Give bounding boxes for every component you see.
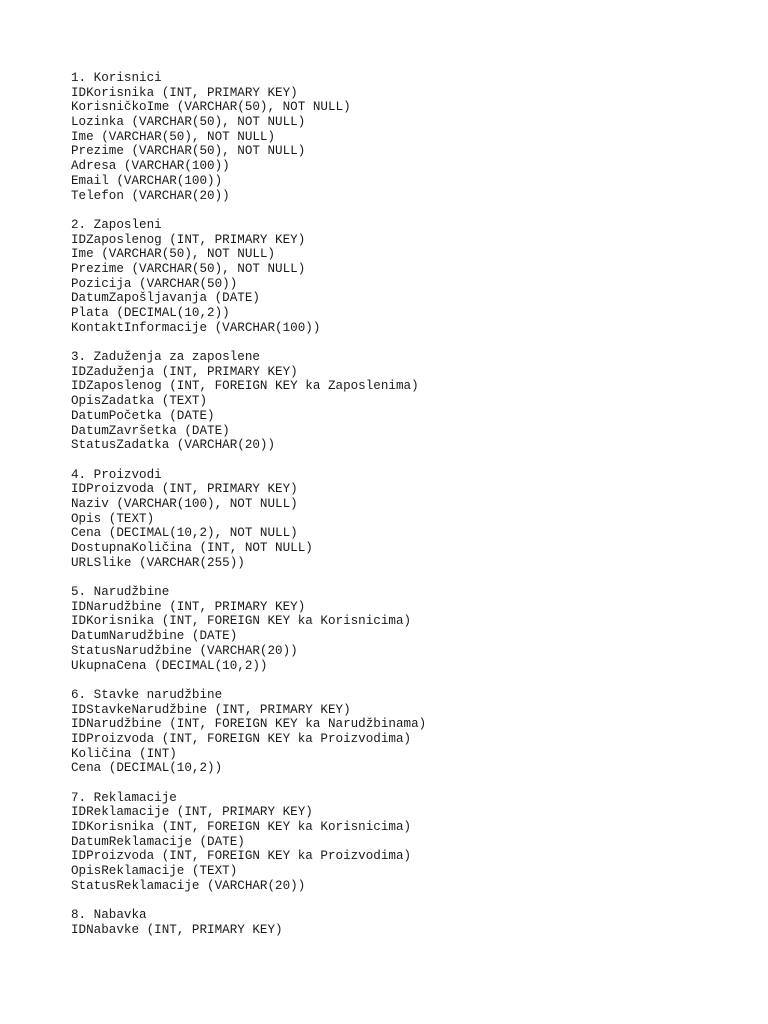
field-line: DatumZapošljavanja (DATE) [71, 291, 260, 306]
field-line: StatusNarudžbine (VARCHAR(20)) [71, 643, 298, 658]
table-section [71, 71, 751, 203]
table-section [71, 468, 751, 571]
field-line: DatumPočetka (DATE) [71, 408, 215, 423]
field-line: IDProizvoda (INT, FOREIGN KEY ka Proizvodima) [71, 731, 412, 746]
section-heading: 8. Nabavka [71, 908, 147, 923]
field-line: Lozinka (VARCHAR(50), NOT NULL) [71, 115, 306, 130]
field-line: Plata (DECIMAL(10,2)) [71, 306, 230, 320]
field-line: KontaktInformacije (VARCHAR(100)) [71, 320, 321, 335]
field-line: IDNarudžbine (INT, FOREIGN KEY ka Narudžbinama) [71, 717, 427, 732]
field-line: IDNabavke (INT, PRIMARY KEY) [71, 922, 283, 937]
field-line: Prezime (VARCHAR(50), NOT NULL) [71, 261, 306, 276]
field-line: Opis (TEXT) [71, 511, 155, 526]
section-heading: 7. Reklamacije [71, 790, 177, 805]
section-heading: 4. Proizvodi [71, 467, 162, 482]
section-heading: 3. Zaduženja za zaposlene [71, 350, 260, 365]
field-line: Adresa (VARCHAR(100)) [71, 159, 230, 174]
field-line: IDStavkeNarudžbine (INT, PRIMARY KEY) [71, 702, 351, 717]
field-line: URLSlike (VARCHAR(255)) [71, 555, 245, 570]
table-section [71, 585, 751, 673]
field-line: DatumZavršetka (DATE) [71, 423, 230, 438]
section-heading: 6. Stavke narudžbine [71, 687, 223, 702]
field-line: IDKorisnika (INT, FOREIGN KEY ka Korisnicima) [71, 820, 412, 835]
field-line: IDZaposlenog (INT, PRIMARY KEY) [71, 232, 306, 247]
field-line: DatumNarudžbine (DATE) [71, 629, 238, 644]
section-heading: 5. Narudžbine [71, 585, 170, 600]
table-section [71, 218, 751, 336]
field-line: DatumReklamacije (DATE) [71, 834, 245, 849]
field-line: Količina (INT) [71, 746, 177, 761]
field-line: IDProizvoda (INT, PRIMARY KEY) [71, 482, 298, 497]
section-heading: 1. Korisnici [71, 71, 162, 85]
field-line: Cena (DECIMAL(10,2), NOT NULL) [71, 526, 298, 541]
field-line: OpisReklamacije (TEXT) [71, 864, 238, 879]
field-line: IDKorisnika (INT, FOREIGN KEY ka Korisnicima) [71, 614, 412, 629]
field-line: IDProizvoda (INT, FOREIGN KEY ka Proizvodima) [71, 849, 412, 864]
table-section [71, 908, 751, 937]
field-line: IDZaduženja (INT, PRIMARY KEY) [71, 364, 298, 379]
document-page [71, 71, 751, 952]
field-line: Telefon (VARCHAR(20)) [71, 188, 230, 203]
field-line: Email (VARCHAR(100)) [71, 173, 223, 188]
table-section [71, 791, 751, 894]
field-line: StatusReklamacije (VARCHAR(20)) [71, 878, 306, 893]
field-line: Ime (VARCHAR(50), NOT NULL) [71, 129, 276, 144]
field-line: Naziv (VARCHAR(100), NOT NULL) [71, 496, 298, 511]
field-line: OpisZadatka (TEXT) [71, 394, 208, 409]
field-line: StatusZadatka (VARCHAR(20)) [71, 438, 276, 453]
field-line: IDNarudžbine (INT, PRIMARY KEY) [71, 599, 306, 614]
field-line: Ime (VARCHAR(50), NOT NULL) [71, 247, 276, 262]
table-section [71, 350, 751, 453]
section-heading: 2. Zaposleni [71, 217, 162, 232]
table-section [71, 688, 751, 776]
field-line: DostupnaKoličina (INT, NOT NULL) [71, 541, 313, 555]
field-line: Prezime (VARCHAR(50), NOT NULL) [71, 144, 306, 159]
field-line: UkupnaCena (DECIMAL(10,2)) [71, 658, 268, 673]
field-line: IDKorisnika (INT, PRIMARY KEY) [71, 85, 298, 100]
field-line: IDReklamacije (INT, PRIMARY KEY) [71, 805, 313, 820]
field-line: KorisničkoIme (VARCHAR(50), NOT NULL) [71, 100, 351, 115]
field-line: IDZaposlenog (INT, FOREIGN KEY ka Zaposlenima) [71, 379, 419, 394]
field-line: Pozicija (VARCHAR(50)) [71, 276, 238, 291]
field-line: Cena (DECIMAL(10,2)) [71, 761, 223, 776]
